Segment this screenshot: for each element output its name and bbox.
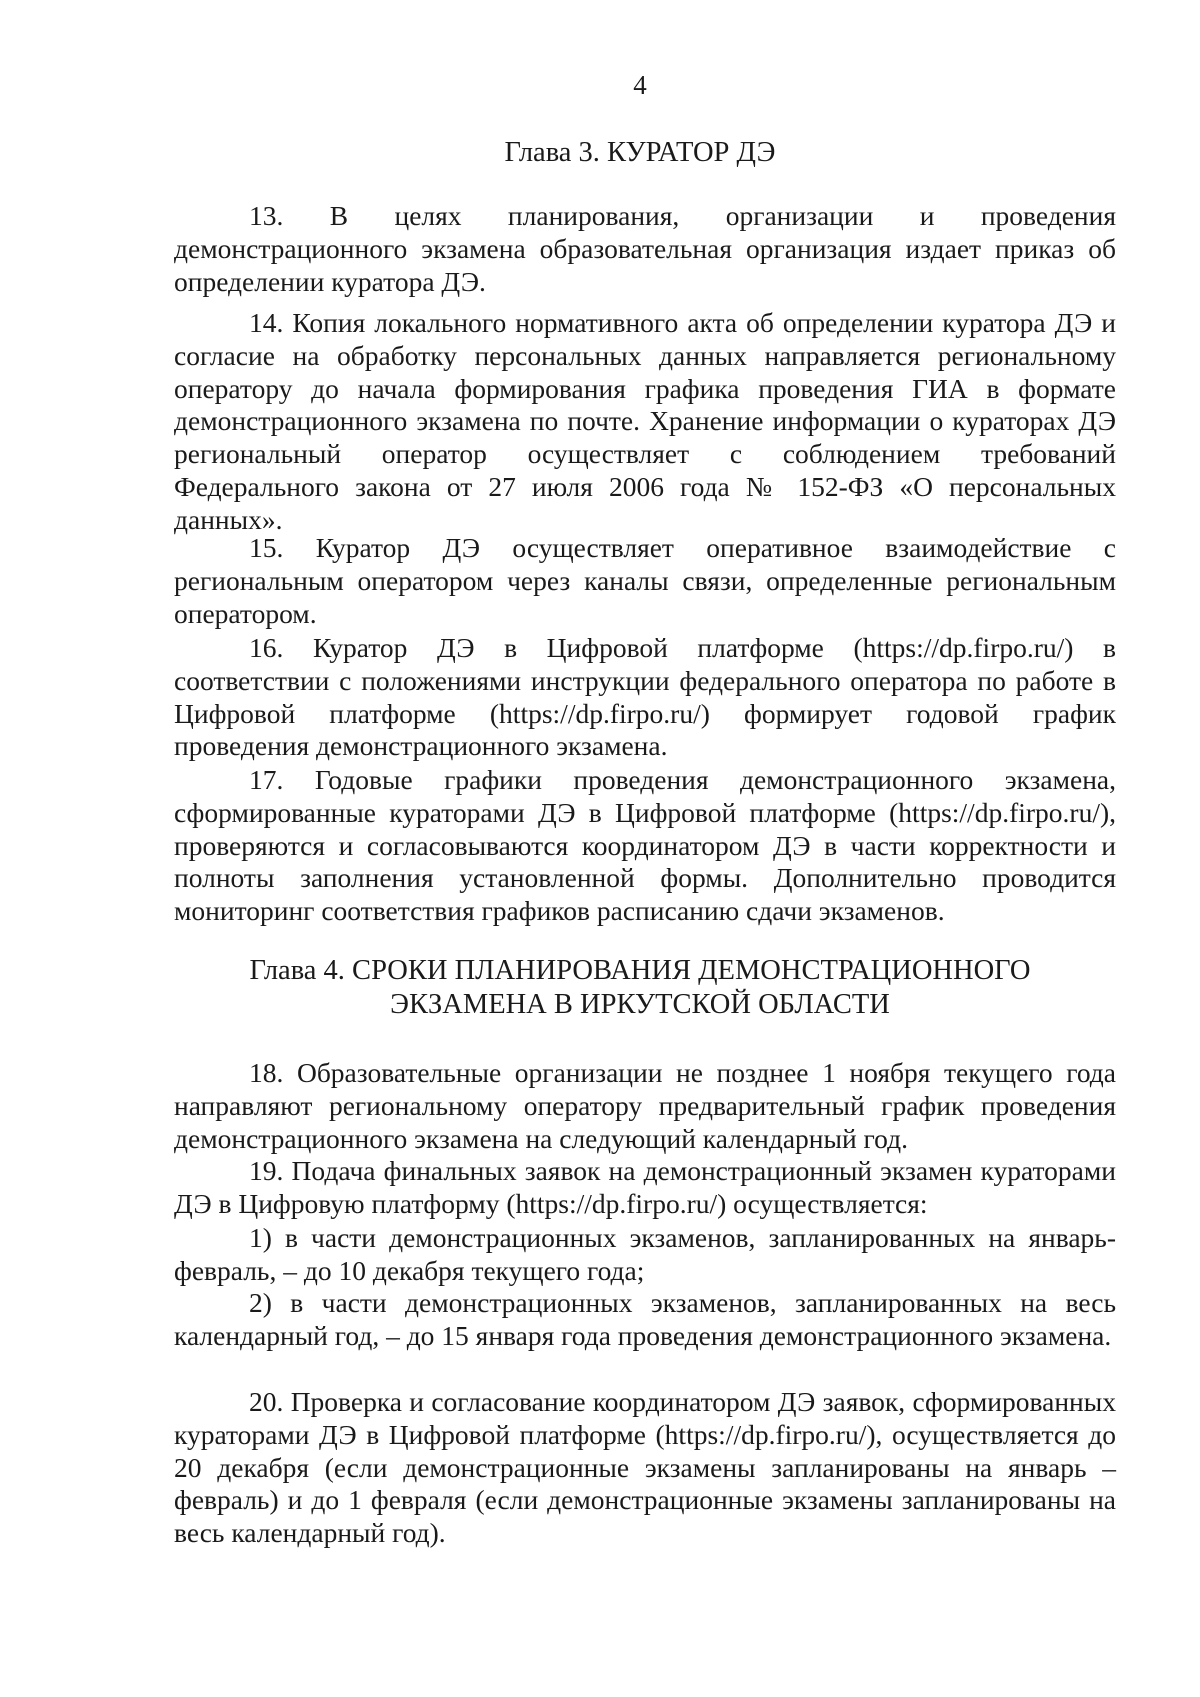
chapter-4-title-line-2: ЭКЗАМЕНА В ИРКУТСКОЙ ОБЛАСТИ xyxy=(390,989,890,1020)
paragraph-14: 14. Копия локального нормативного акта об определении куратора ДЭ и согласие на обработку персональных данных направляется региональному оператору до начала формирования графика проведения ГИА в формате демонстрационного экзамена по почте. Хранение информации о кураторах ДЭ региональный оператор осуществляет с соблюдением требований Федерального закона от 27 июля 2006 года № 152-ФЗ «О персональных данных». xyxy=(174,307,1116,535)
chapter-3-title: Глава 3. КУРАТОР ДЭ xyxy=(504,137,776,168)
paragraph-17: 17. Годовые графики проведения демонстрационного экзамена, сформированные кураторами ДЭ в Цифровой платформе (https://dp.firpo.ru/), проверяются и согласовываются координатором ДЭ в части корректности и полноты заполнения установленной формы. Дополнительно проводится мониторинг соответствия графиков расписанию сдачи экзаменов. xyxy=(174,764,1116,927)
chapter-4-title xyxy=(40,954,1200,1022)
paragraph-19: 19. Подача финальных заявок на демонстрационный экзамен кураторами ДЭ в Цифровую платформу (https://dp.firpo.ru/) осуществляется: xyxy=(174,1155,1116,1219)
paragraph-19-item-2: 2) в части демонстрационных экзаменов, запланированных на весь календарный год, – до 15 января года проведения демонстрационного экзамена. xyxy=(174,1287,1116,1351)
paragraph-19-item-1: 1) в части демонстрационных экзаменов, запланированных на январь-февраль, – до 10 декабря текущего года; xyxy=(174,1222,1116,1286)
paragraph-16: 16. Куратор ДЭ в Цифровой платформе (https://dp.firpo.ru/) в соответствии с положениями инструкции федерального оператора по работе в Цифровой платформе (https://dp.firpo.ru/) формирует годовой график проведения демонстрационного экзамена. xyxy=(174,632,1116,762)
paragraph-18: 18. Образовательные организации не позднее 1 ноября текущего года направляют региональному оператору предварительный график проведения демонстрационного экзамена на следующий календарный год. xyxy=(174,1057,1116,1154)
page-number: 4 xyxy=(633,70,647,100)
paragraph-15: 15. Куратор ДЭ осуществляет оперативное взаимодействие с региональным оператором через каналы связи, определенные региональным оператором. xyxy=(174,532,1116,629)
paragraph-13: 13. В целях планирования, организации и проведения демонстрационного экзамена образовательная организация издает приказ об определении куратора ДЭ. xyxy=(174,200,1116,297)
chapter-4-title-line-1: Глава 4. СРОКИ ПЛАНИРОВАНИЯ ДЕМОНСТРАЦИОННОГО xyxy=(249,955,1031,986)
paragraph-20: 20. Проверка и согласование координатором ДЭ заявок, сформированных кураторами ДЭ в Цифровой платформе (https://dp.firpo.ru/), осуществляется до 20 декабря (если демонстрационные экзамены запланированы на январь – февраль) и до 1 февраля (если демонстрационные экзамены запланированы на весь календарный год). xyxy=(174,1386,1116,1549)
